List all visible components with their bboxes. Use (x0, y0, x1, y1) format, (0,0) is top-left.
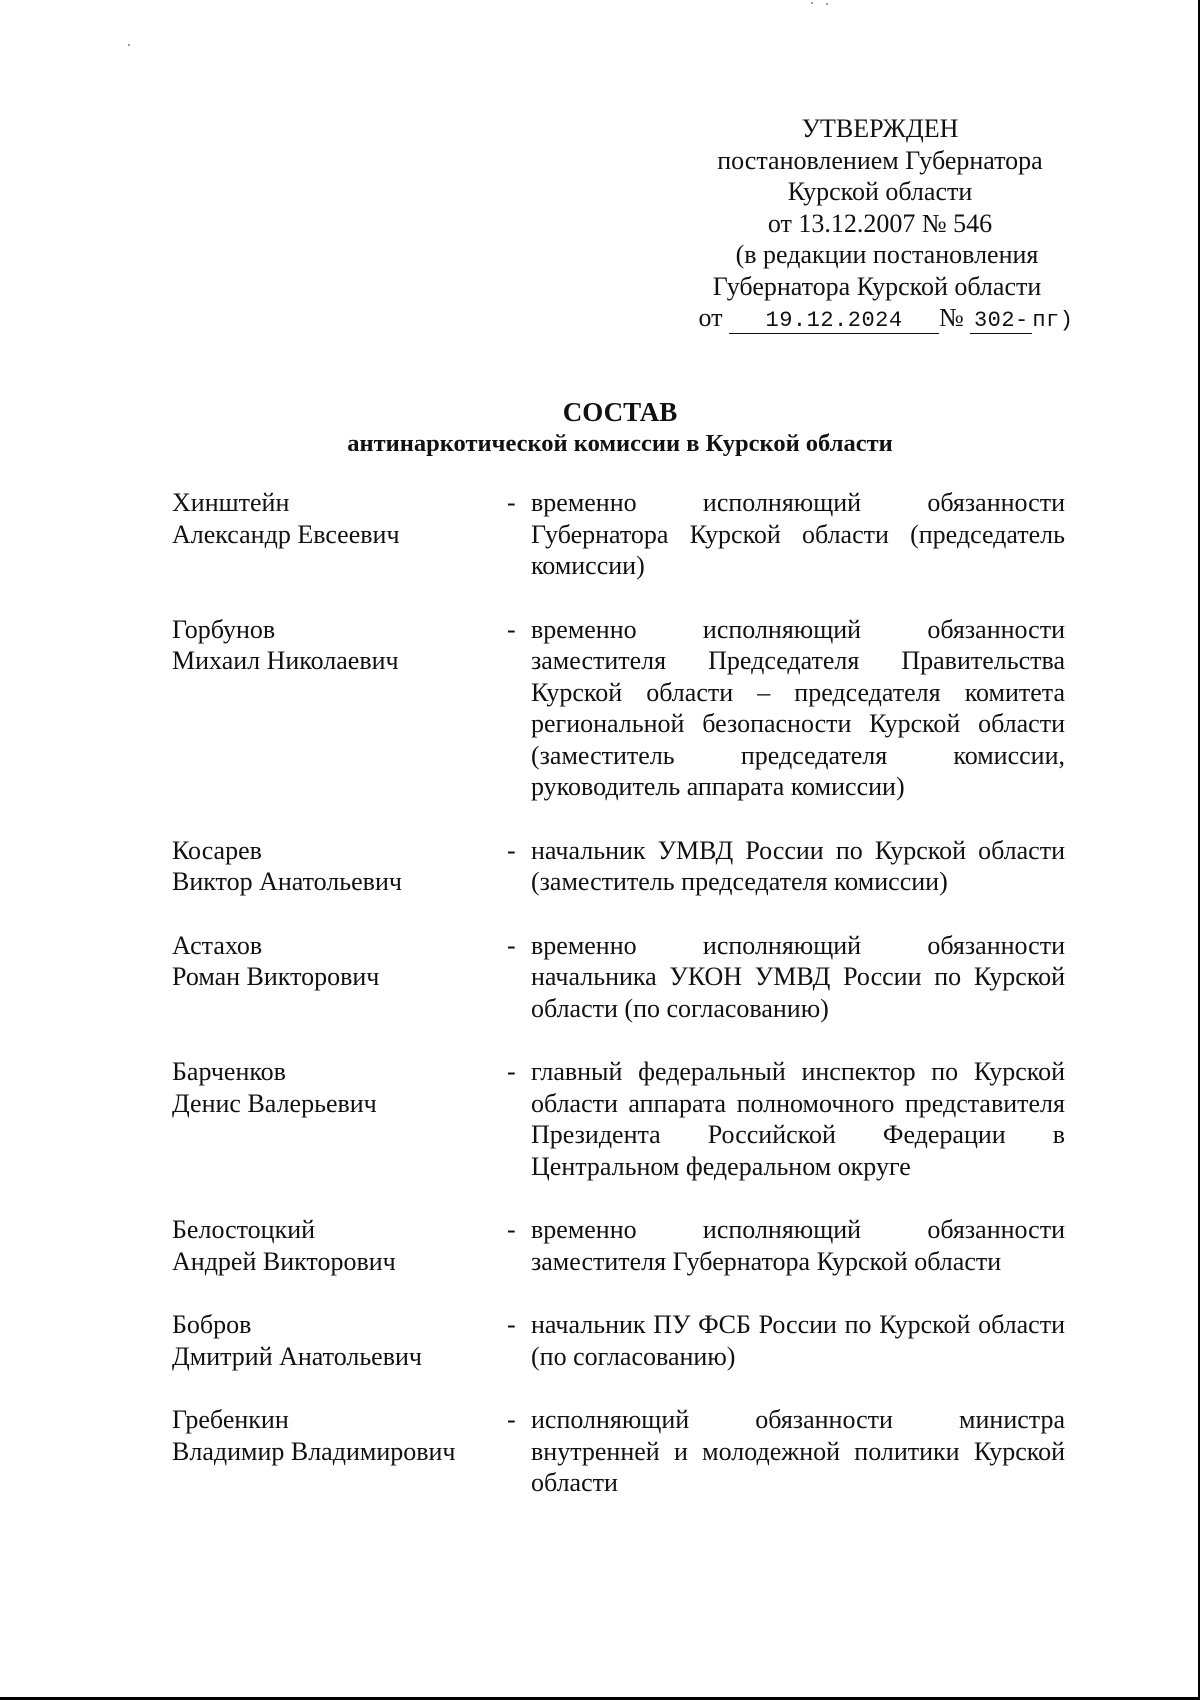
member-role: исполняющий обязанности министра внутренней и молодежной политики Курской области (531, 1405, 1065, 1497)
scan-speck (128, 44, 130, 46)
member-surname: Горбунов (172, 614, 276, 644)
member-dash: - (507, 1057, 516, 1086)
scan-speck (811, 2, 813, 4)
amendment-date: 19.12.2024 (729, 309, 939, 334)
member-role: начальник УМВД России по Курской области (заместитель председателя комиссии) (531, 835, 1065, 896)
member-surname: Астахов (172, 930, 263, 960)
members-list (172, 487, 1065, 1499)
member-surname: Белостоцкий (172, 1215, 316, 1244)
member-name (172, 835, 507, 898)
approval-block (680, 113, 1080, 337)
amendment-date-line (692, 302, 1080, 337)
member-name (172, 930, 507, 1025)
member-given-names: Александр Евсеевич (172, 519, 400, 549)
member-dash: - (507, 488, 516, 517)
member-given-names: Виктор Анатольевич (172, 867, 402, 896)
member-row (172, 930, 1065, 1025)
member-role: временно исполняющий обязанности Губернатора Курской области (председатель комиссии) (531, 488, 1065, 580)
member-name (172, 1214, 507, 1277)
member-given-names: Дмитрий Анатольевич (172, 1341, 422, 1371)
approval-line: от 13.12.2007 № 546 (767, 208, 993, 238)
member-row (172, 1309, 1065, 1372)
member-name (172, 614, 507, 803)
member-dash: - (507, 1405, 516, 1434)
member-role: временно исполняющий обязанности заместителя Губернатора Курской области (531, 1215, 1065, 1276)
member-surname: Барченков (172, 1057, 286, 1086)
member-given-names: Роман Викторович (172, 962, 380, 991)
member-dash: - (507, 930, 516, 960)
member-row (172, 835, 1065, 898)
member-given-names: Михаил Николаевич (172, 646, 399, 675)
member-dash: - (507, 835, 516, 865)
member-row (172, 1214, 1065, 1277)
member-given-names: Владимир Владимирович (172, 1436, 456, 1466)
approval-line: постановлением Губернатора (717, 145, 1043, 175)
amendment-number: 302- (970, 309, 1032, 334)
member-name (172, 1309, 507, 1372)
member-given-names: Андрей Викторович (172, 1246, 396, 1276)
amendment-number-suffix: пг) (1032, 308, 1074, 333)
member-row (172, 614, 1065, 803)
title-main: СОСТАВ (562, 397, 678, 427)
member-role: начальник ПУ ФСБ России по Курской области (по согласованию) (531, 1310, 1065, 1371)
member-dash: - (507, 614, 516, 644)
scan-speck (826, 3, 828, 5)
member-surname: Хинштейн (172, 488, 290, 517)
member-surname: Гребенкин (172, 1405, 289, 1434)
member-row (172, 1404, 1065, 1499)
member-name (172, 1056, 507, 1182)
member-name (172, 487, 507, 582)
document-title (0, 397, 1200, 459)
member-dash: - (507, 1310, 516, 1339)
member-dash: - (507, 1215, 516, 1244)
title-subtitle: антинаркотической комиссии в Курской области (347, 430, 893, 457)
member-surname: Косарев (172, 835, 262, 865)
member-role: главный федеральный инспектор по Курской области аппарата полномочного представителя Президента Российской Федерации в Центральном федеральном округе (531, 1057, 1065, 1181)
member-role: временно исполняющий обязанности заместителя Председателя Правительства Курской области – председателя комитета региональной безопасности Курской области (заместитель председателя комиссии, руководитель аппарата комиссии) (531, 614, 1065, 801)
member-given-names: Денис Валерьевич (172, 1088, 377, 1118)
approval-line: Губернатора Курской области (712, 271, 1042, 301)
number-sign: № (939, 303, 964, 332)
date-prefix: от (698, 303, 723, 332)
member-row (172, 487, 1065, 582)
member-name (172, 1404, 507, 1499)
member-role: временно исполняющий обязанности начальника УКОН УМВД России по Курской области (по согласованию) (531, 930, 1065, 1023)
member-surname: Бобров (172, 1310, 252, 1339)
approval-line: (в редакции постановления (735, 240, 1039, 269)
approval-line: Курской области (787, 177, 973, 206)
approval-heading: УТВЕРЖДЕН (801, 114, 959, 143)
member-row (172, 1056, 1065, 1182)
